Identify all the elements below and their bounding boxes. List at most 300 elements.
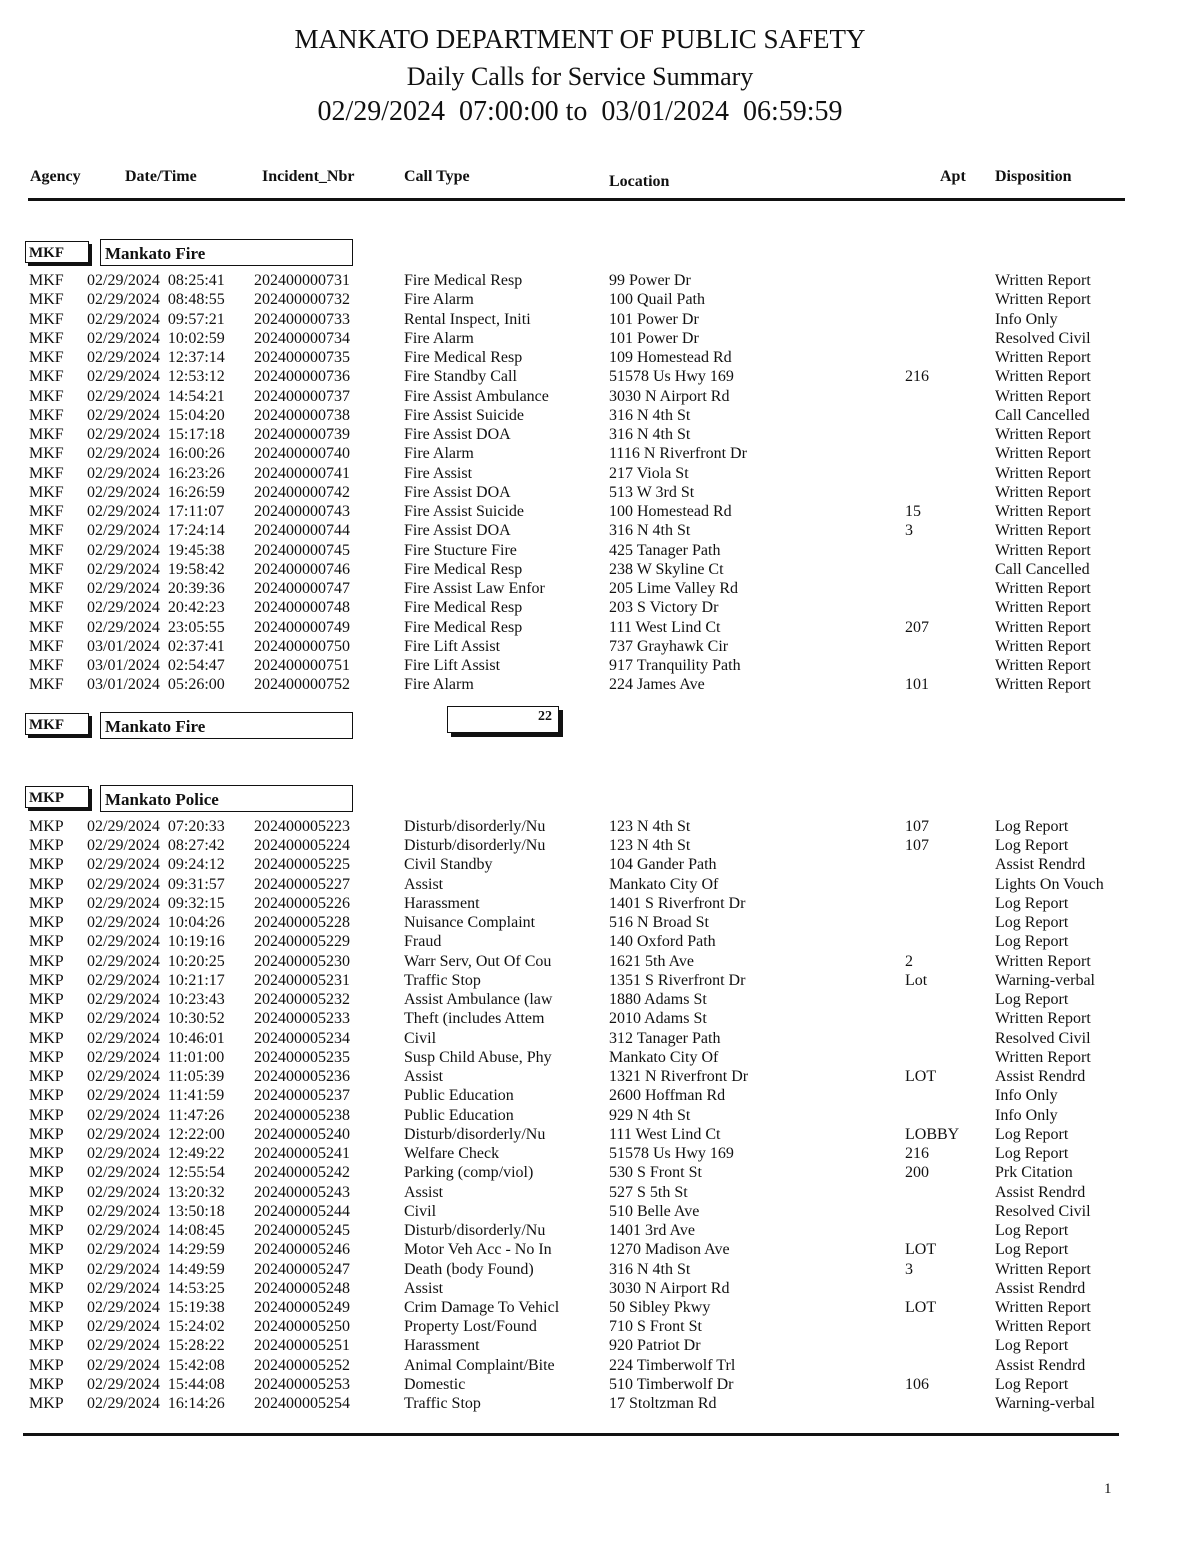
location-cell: 111 West Lind Ct	[609, 1125, 721, 1143]
agency-cell: MKP	[29, 837, 64, 855]
table-row	[0, 875, 1200, 894]
agency-cell: MKP	[29, 1029, 64, 1047]
call-type-cell: Disturb/disorderly/Nu	[404, 1222, 546, 1240]
call-type-cell: Fire Assist DOA	[404, 483, 511, 501]
call-type-cell: Assist	[404, 1068, 444, 1086]
agency-cell: MKF	[29, 406, 64, 424]
call-type-cell: Rental Inspect, Initi	[404, 310, 531, 328]
incident-nbr-cell: 202400000748	[254, 599, 350, 617]
agency-cell: MKF	[29, 541, 64, 559]
datetime-cell: 02/29/2024 14:29:59	[87, 1241, 225, 1259]
call-type-cell: Fire Stucture Fire	[404, 541, 517, 559]
location-cell: 527 S 5th St	[609, 1183, 688, 1201]
incident-nbr-cell: 202400005227	[254, 875, 350, 893]
fire-footer-name: Mankato Fire	[100, 712, 353, 739]
datetime-cell: 02/29/2024 12:49:22	[87, 1145, 225, 1163]
call-type-cell: Assist	[404, 875, 444, 893]
col-agency: Agency	[30, 168, 81, 185]
apt-cell: 107	[905, 818, 929, 835]
agency-cell: MKP	[29, 1241, 64, 1259]
datetime-cell: 02/29/2024 10:30:52	[87, 1010, 225, 1028]
table-row	[0, 290, 1200, 309]
incident-nbr-cell: 202400000732	[254, 291, 350, 309]
call-type-cell: Fire Alarm	[404, 445, 474, 463]
agency-cell: MKF	[29, 503, 64, 520]
apt-cell: LOT	[905, 1299, 937, 1316]
incident-nbr-cell: 202400005245	[254, 1222, 350, 1240]
datetime-cell: 03/01/2024 02:54:47	[87, 657, 225, 674]
table-row	[0, 310, 1200, 329]
call-type-cell: Fire Medical Resp	[404, 618, 523, 636]
datetime-cell: 02/29/2024 17:24:14	[87, 522, 225, 540]
disposition-cell: Written Report	[995, 637, 1091, 655]
location-cell: 238 W Skyline Ct	[609, 560, 724, 578]
agency-cell: MKF	[29, 599, 64, 617]
call-type-cell: Fire Assist DOA	[404, 426, 511, 443]
col-call-type: Call Type	[404, 168, 470, 185]
disposition-cell: Log Report	[995, 1125, 1069, 1143]
table-row	[0, 502, 1200, 521]
incident-nbr-cell: 202400000734	[254, 329, 350, 347]
location-cell: 50 Sibley Pkwy	[609, 1299, 711, 1316]
report-date-range: 02/29/2024 07:00:00 to 03/01/2024 06:59:59	[317, 96, 843, 127]
call-type-cell: Harassment	[404, 894, 480, 912]
location-cell: 1270 Madison Ave	[609, 1241, 730, 1259]
agency-cell: MKP	[29, 1183, 64, 1201]
incident-nbr-cell: 202400005254	[254, 1395, 350, 1413]
table-row	[0, 1183, 1200, 1202]
incident-nbr-cell: 202400005234	[254, 1029, 350, 1047]
police-group-name: Mankato Police	[100, 785, 353, 812]
table-row	[0, 1086, 1200, 1105]
table-row	[0, 560, 1200, 579]
location-cell: 109 Homestead Rd	[609, 349, 732, 366]
call-type-cell: Assist	[404, 1183, 444, 1201]
disposition-cell: Written Report	[995, 387, 1091, 405]
incident-nbr-cell: 202400005229	[254, 933, 350, 951]
call-type-cell: Assist	[404, 1279, 444, 1297]
location-cell: 312 Tanager Path	[609, 1029, 721, 1047]
location-cell: 1351 S Riverfront Dr	[609, 971, 746, 989]
call-type-cell: Fire Medical Resp	[404, 599, 523, 617]
call-type-cell: Welfare Check	[404, 1145, 500, 1163]
col-apt: Apt	[940, 168, 966, 185]
datetime-cell: 02/29/2024 12:22:00	[87, 1125, 225, 1143]
agency-cell: MKF	[29, 464, 64, 482]
agency-cell: MKF	[29, 637, 64, 655]
datetime-cell: 02/29/2024 08:48:55	[87, 291, 225, 309]
location-cell: 737 Grayhawk Cir	[609, 637, 729, 655]
disposition-cell: Written Report	[995, 1010, 1091, 1028]
location-cell: 710 S Front St	[609, 1318, 702, 1336]
datetime-cell: 02/29/2024 15:17:18	[87, 426, 225, 443]
fire-call-count: 22	[447, 706, 559, 733]
col-disposition: Disposition	[995, 168, 1072, 185]
agency-cell: MKP	[29, 1125, 64, 1143]
agency-cell: MKP	[29, 971, 64, 989]
location-cell: 316 N 4th St	[609, 522, 691, 540]
location-cell: 1321 N Riverfront Dr	[609, 1068, 749, 1086]
location-cell: 224 Timberwolf Trl	[609, 1356, 736, 1374]
disposition-cell: Written Report	[995, 349, 1091, 366]
incident-nbr-cell: 202400005223	[254, 818, 350, 835]
incident-nbr-cell: 202400005246	[254, 1241, 350, 1259]
col-datetime: Date/Time	[125, 168, 197, 185]
disposition-cell: Info Only	[995, 1106, 1058, 1124]
incident-nbr-cell: 202400000749	[254, 618, 350, 636]
call-type-cell: Motor Veh Acc - No In	[404, 1241, 552, 1259]
incident-nbr-cell: 202400000741	[254, 464, 350, 482]
table-row	[0, 894, 1200, 913]
datetime-cell: 02/29/2024 16:00:26	[87, 445, 225, 463]
table-row	[0, 1240, 1200, 1259]
table-row	[0, 598, 1200, 617]
call-type-cell: Civil Standby	[404, 856, 493, 874]
agency-cell: MKP	[29, 1260, 64, 1278]
incident-nbr-cell: 202400005226	[254, 894, 350, 912]
disposition-cell: Call Cancelled	[995, 406, 1090, 424]
table-row	[0, 1202, 1200, 1221]
call-type-cell: Fire Assist DOA	[404, 522, 511, 540]
apt-cell: 3	[905, 1260, 913, 1278]
call-type-cell: Civil	[404, 1029, 437, 1047]
table-row	[0, 1221, 1200, 1240]
call-type-cell: Nuisance Complaint	[404, 914, 536, 932]
fire-group-name: Mankato Fire	[100, 239, 353, 266]
incident-nbr-cell: 202400000745	[254, 541, 350, 559]
datetime-cell: 02/29/2024 11:05:39	[87, 1068, 225, 1086]
datetime-cell: 02/29/2024 12:55:54	[87, 1164, 225, 1182]
incident-nbr-cell: 202400000738	[254, 406, 350, 424]
datetime-cell: 02/29/2024 19:58:42	[87, 560, 225, 578]
location-cell: 217 Viola St	[609, 464, 689, 482]
datetime-cell: 02/29/2024 14:08:45	[87, 1222, 225, 1240]
incident-nbr-cell: 202400000733	[254, 310, 350, 328]
agency-cell: MKP	[29, 1106, 64, 1124]
call-type-cell: Public Education	[404, 1087, 514, 1105]
disposition-cell: Assist Rendrd	[995, 1183, 1086, 1201]
datetime-cell: 02/29/2024 15:28:22	[87, 1337, 225, 1355]
location-cell: 513 W 3rd St	[609, 483, 695, 501]
incident-nbr-cell: 202400005232	[254, 991, 350, 1009]
call-type-cell: Fire Alarm	[404, 329, 474, 347]
datetime-cell: 02/29/2024 13:20:32	[87, 1183, 225, 1201]
agency-cell: MKP	[29, 1068, 64, 1086]
incident-nbr-cell: 202400000731	[254, 272, 350, 289]
disposition-cell: Log Report	[995, 837, 1069, 855]
incident-nbr-cell: 202400005236	[254, 1068, 350, 1086]
agency-cell: MKF	[29, 387, 64, 405]
call-type-cell: Domestic	[404, 1375, 466, 1393]
agency-cell: MKP	[29, 1164, 64, 1182]
incident-nbr-cell: 202400000751	[254, 657, 350, 674]
location-cell: 510 Belle Ave	[609, 1202, 700, 1220]
disposition-cell: Assist Rendrd	[995, 1356, 1086, 1374]
table-row	[0, 1260, 1200, 1279]
datetime-cell: 02/29/2024 09:31:57	[87, 875, 225, 893]
datetime-cell: 02/29/2024 10:04:26	[87, 914, 225, 932]
datetime-cell: 02/29/2024 23:05:55	[87, 618, 225, 636]
location-cell: 1880 Adams St	[609, 991, 707, 1009]
col-location: Location	[609, 173, 670, 190]
datetime-cell: 02/29/2024 12:53:12	[87, 368, 225, 386]
apt-cell: 216	[905, 1145, 929, 1163]
datetime-cell: 02/29/2024 15:04:20	[87, 406, 225, 424]
table-row	[0, 348, 1200, 367]
table-row	[0, 855, 1200, 874]
agency-cell: MKP	[29, 1010, 64, 1028]
datetime-cell: 02/29/2024 12:37:14	[87, 349, 225, 366]
incident-nbr-cell: 202400000739	[254, 426, 350, 443]
table-row	[0, 990, 1200, 1009]
location-cell: Mankato City Of	[609, 875, 719, 893]
incident-nbr-cell: 202400005237	[254, 1087, 350, 1105]
disposition-cell: Written Report	[995, 1299, 1091, 1316]
incident-nbr-cell: 202400000737	[254, 387, 350, 405]
datetime-cell: 03/01/2024 02:37:41	[87, 637, 225, 655]
table-row	[0, 971, 1200, 990]
agency-cell: MKP	[29, 1337, 64, 1355]
location-cell: 101 Power Dr	[609, 329, 699, 347]
call-type-cell: Fire Assist	[404, 464, 473, 482]
location-cell: 316 N 4th St	[609, 1260, 691, 1278]
location-cell: 1401 3rd Ave	[609, 1222, 695, 1240]
datetime-cell: 02/29/2024 16:26:59	[87, 483, 225, 501]
agency-cell: MKP	[29, 1356, 64, 1374]
disposition-cell: Assist Rendrd	[995, 856, 1086, 874]
table-row	[0, 1279, 1200, 1298]
incident-nbr-cell: 202400005228	[254, 914, 350, 932]
footer-rule	[23, 1433, 1119, 1436]
table-row	[0, 1144, 1200, 1163]
call-type-cell: Animal Complaint/Bite	[404, 1356, 555, 1374]
datetime-cell: 02/29/2024 11:01:00	[87, 1048, 225, 1066]
incident-nbr-cell: 202400005249	[254, 1299, 350, 1316]
disposition-cell: Written Report	[995, 445, 1091, 463]
agency-cell: MKP	[29, 1375, 64, 1393]
agency-cell: MKF	[29, 329, 64, 347]
location-cell: 510 Timberwolf Dr	[609, 1375, 734, 1393]
table-row	[0, 1317, 1200, 1336]
table-row	[0, 656, 1200, 675]
report-subtitle: Daily Calls for Service Summary	[406, 62, 754, 91]
location-cell: 100 Homestead Rd	[609, 503, 732, 520]
datetime-cell: 02/29/2024 15:42:08	[87, 1356, 225, 1374]
call-type-cell: Fraud	[404, 933, 442, 951]
disposition-cell: Written Report	[995, 657, 1091, 674]
apt-cell: 106	[905, 1375, 929, 1393]
incident-nbr-cell: 202400000744	[254, 522, 350, 540]
call-type-cell: Crim Damage To Vehicl	[404, 1299, 560, 1316]
disposition-cell: Resolved Civil	[995, 329, 1091, 347]
incident-nbr-cell: 202400005252	[254, 1356, 350, 1374]
agency-cell: MKP	[29, 875, 64, 893]
call-type-cell: Disturb/disorderly/Nu	[404, 818, 546, 835]
incident-nbr-cell: 202400005247	[254, 1260, 350, 1278]
incident-nbr-cell: 202400005224	[254, 837, 350, 855]
table-row	[0, 637, 1200, 656]
agency-cell: MKP	[29, 856, 64, 874]
datetime-cell: 02/29/2024 17:11:07	[87, 503, 225, 520]
datetime-cell: 02/29/2024 09:57:21	[87, 310, 225, 328]
apt-cell: 200	[905, 1164, 929, 1182]
datetime-cell: 02/29/2024 08:27:42	[87, 837, 225, 855]
location-cell: 101 Power Dr	[609, 310, 699, 328]
call-type-cell: Traffic Stop	[404, 1395, 481, 1413]
datetime-cell: 02/29/2024 11:47:26	[87, 1106, 225, 1124]
agency-cell: MKF	[29, 291, 64, 309]
table-row	[0, 444, 1200, 463]
disposition-cell: Written Report	[995, 1318, 1091, 1336]
agency-cell: MKF	[29, 349, 64, 366]
disposition-cell: Log Report	[995, 894, 1069, 912]
agency-cell: MKP	[29, 933, 64, 951]
datetime-cell: 02/29/2024 10:02:59	[87, 329, 225, 347]
incident-nbr-cell: 202400000743	[254, 503, 350, 520]
agency-cell: MKF	[29, 618, 64, 636]
table-row	[0, 425, 1200, 444]
incident-nbr-cell: 202400000742	[254, 483, 350, 501]
datetime-cell: 02/29/2024 15:19:38	[87, 1299, 225, 1316]
table-row	[0, 464, 1200, 483]
location-cell: 1401 S Riverfront Dr	[609, 894, 746, 912]
datetime-cell: 02/29/2024 19:45:38	[87, 541, 225, 559]
disposition-cell: Log Report	[995, 933, 1069, 951]
agency-cell: MKP	[29, 914, 64, 932]
agency-cell: MKF	[29, 580, 64, 597]
police-group-code: MKP	[25, 786, 89, 808]
disposition-cell: Written Report	[995, 291, 1091, 309]
datetime-cell: 02/29/2024 09:24:12	[87, 856, 225, 874]
disposition-cell: Written Report	[995, 426, 1091, 443]
table-row	[0, 329, 1200, 348]
disposition-cell: Log Report	[995, 1145, 1069, 1163]
call-type-cell: Parking (comp/viol)	[404, 1164, 534, 1182]
call-type-cell: Civil	[404, 1202, 437, 1220]
table-row	[0, 1375, 1200, 1394]
agency-cell: MKP	[29, 818, 64, 835]
table-row	[0, 1336, 1200, 1355]
location-cell: 316 N 4th St	[609, 406, 691, 424]
call-type-cell: Disturb/disorderly/Nu	[404, 1125, 546, 1143]
call-type-cell: Fire Medical Resp	[404, 272, 523, 289]
disposition-cell: Resolved Civil	[995, 1202, 1091, 1220]
incident-nbr-cell: 202400005230	[254, 952, 350, 970]
table-row	[0, 1029, 1200, 1048]
datetime-cell: 02/29/2024 16:14:26	[87, 1395, 225, 1413]
datetime-cell: 02/29/2024 10:19:16	[87, 933, 225, 951]
incident-nbr-cell: 202400000736	[254, 368, 350, 386]
location-cell: 920 Patriot Dr	[609, 1337, 701, 1355]
disposition-cell: Log Report	[995, 1222, 1069, 1240]
location-cell: 1116 N Riverfront Dr	[609, 445, 747, 463]
table-row	[0, 406, 1200, 425]
disposition-cell: Info Only	[995, 310, 1058, 328]
call-type-cell: Fire Alarm	[404, 291, 474, 309]
disposition-cell: Written Report	[995, 483, 1091, 501]
agency-cell: MKP	[29, 1087, 64, 1105]
location-cell: 140 Oxford Path	[609, 933, 716, 951]
apt-cell: 101	[905, 676, 929, 694]
call-type-cell: Susp Child Abuse, Phy	[404, 1048, 552, 1066]
datetime-cell: 02/29/2024 20:42:23	[87, 599, 225, 617]
disposition-cell: Warning-verbal	[995, 971, 1095, 989]
disposition-cell: Written Report	[995, 1048, 1091, 1066]
agency-cell: MKF	[29, 310, 64, 328]
call-type-cell: Fire Assist Law Enfor	[404, 580, 545, 597]
incident-nbr-cell: 202400005242	[254, 1164, 350, 1182]
incident-nbr-cell: 202400000746	[254, 560, 350, 578]
incident-nbr-cell: 202400005251	[254, 1337, 350, 1355]
apt-cell: 2	[905, 952, 913, 970]
disposition-cell: Lights On Vouch	[995, 875, 1104, 893]
agency-cell: MKP	[29, 1145, 64, 1163]
incident-nbr-cell: 202400005238	[254, 1106, 350, 1124]
call-type-cell: Disturb/disorderly/Nu	[404, 837, 546, 855]
disposition-cell: Log Report	[995, 1375, 1069, 1393]
datetime-cell: 02/29/2024 07:20:33	[87, 818, 225, 835]
disposition-cell: Log Report	[995, 991, 1069, 1009]
report-title: MANKATO DEPARTMENT OF PUBLIC SAFETY	[294, 24, 866, 54]
call-type-cell: Fire Lift Assist	[404, 657, 501, 674]
datetime-cell: 02/29/2024 16:23:26	[87, 464, 225, 482]
datetime-cell: 02/29/2024 10:46:01	[87, 1029, 225, 1047]
incident-nbr-cell: 202400005248	[254, 1279, 350, 1297]
table-row	[0, 817, 1200, 836]
apt-cell: 3	[905, 522, 913, 540]
table-row	[0, 913, 1200, 932]
apt-cell: 15	[905, 503, 921, 520]
header-rule	[28, 198, 1125, 201]
location-cell: 203 S Victory Dr	[609, 599, 719, 617]
table-row	[0, 483, 1200, 502]
agency-cell: MKF	[29, 426, 64, 443]
agency-cell: MKF	[29, 483, 64, 501]
agency-cell: MKF	[29, 657, 64, 674]
location-cell: 111 West Lind Ct	[609, 618, 721, 636]
datetime-cell: 02/29/2024 10:21:17	[87, 971, 225, 989]
agency-cell: MKF	[29, 272, 64, 289]
apt-cell: Lot	[905, 971, 928, 989]
call-type-cell: Fire Lift Assist	[404, 637, 501, 655]
table-row	[0, 618, 1200, 637]
agency-cell: MKP	[29, 1395, 64, 1413]
call-type-cell: Fire Medical Resp	[404, 560, 523, 578]
disposition-cell: Written Report	[995, 522, 1091, 540]
incident-nbr-cell: 202400000740	[254, 445, 350, 463]
disposition-cell: Call Cancelled	[995, 560, 1090, 578]
incident-nbr-cell: 202400000735	[254, 349, 350, 366]
location-cell: 1621 5th Ave	[609, 952, 695, 970]
call-type-cell: Fire Medical Resp	[404, 349, 523, 366]
location-cell: 530 S Front St	[609, 1164, 702, 1182]
datetime-cell: 02/29/2024 13:50:18	[87, 1202, 225, 1220]
incident-nbr-cell: 202400005233	[254, 1010, 350, 1028]
datetime-cell: 02/29/2024 20:39:36	[87, 580, 225, 597]
incident-nbr-cell: 202400000752	[254, 676, 350, 694]
call-type-cell: Warr Serv, Out Of Cou	[404, 952, 552, 970]
call-type-cell: Fire Assist Suicide	[404, 503, 525, 520]
location-cell: 123 N 4th St	[609, 818, 691, 835]
call-type-cell: Public Education	[404, 1106, 514, 1124]
agency-cell: MKF	[29, 676, 64, 694]
table-row	[0, 1009, 1200, 1028]
table-row	[0, 1298, 1200, 1317]
datetime-cell: 02/29/2024 14:49:59	[87, 1260, 225, 1278]
incident-nbr-cell: 202400005231	[254, 971, 350, 989]
agency-cell: MKP	[29, 991, 64, 1009]
incident-nbr-cell: 202400005235	[254, 1048, 350, 1066]
